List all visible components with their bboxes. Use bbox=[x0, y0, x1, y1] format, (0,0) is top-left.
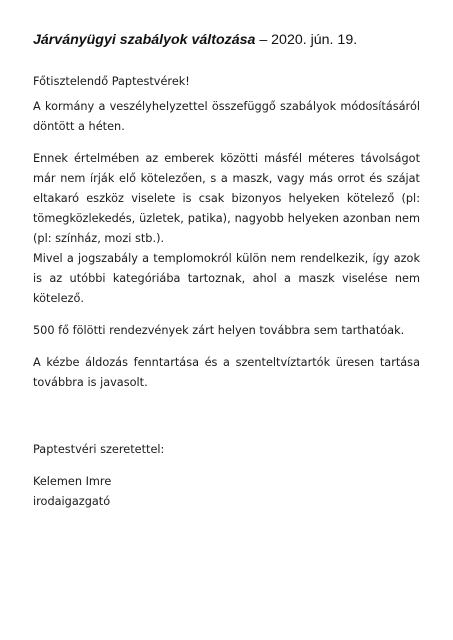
salutation: Főtisztelendő Paptestvérek! bbox=[33, 75, 190, 88]
paragraph-churches: Mivel a jogszabály a templomokról külön nem rendelkezik, így azok is az utóbbi kategóriába tartoznak, ahol a maszk viselése nem kötelező. bbox=[33, 252, 420, 305]
document-title bbox=[33, 31, 420, 49]
closing: Paptestvéri szeretettel: bbox=[33, 443, 165, 456]
signature-title: irodaigazgató bbox=[33, 495, 111, 508]
letter-body bbox=[33, 31, 420, 512]
paragraph-events: 500 fő fölötti rendezvények zárt helyen továbbra sem tarthatóak. bbox=[33, 324, 405, 337]
signature-name: Kelemen Imre bbox=[33, 475, 112, 488]
paragraph-communion: A kézbe áldozás fenntartása és a szenteltvíztartók üresen tartása továbbra is javasolt. bbox=[33, 356, 420, 389]
title-main: Járványügyi szabályok változása bbox=[33, 32, 256, 48]
title-date: – 2020. jún. 19. bbox=[255, 32, 358, 48]
paragraph-decision: A kormány a veszélyhelyzettel összefüggő szabályok módosításáról döntött a héten. bbox=[33, 100, 420, 133]
paragraph-distance-mask: Ennek értelmében az emberek közötti másfél méteres távolságot már nem írják elő kötelezően, s a maszk, vagy más orrot és szájat eltakaró eszköz viselete is csak bizonyos helyeken kötelező (pl: tömegközlekedés, üzletek, patika), nagyobb helyeken azonban nem (pl: színház, mozi stb.). bbox=[33, 152, 420, 245]
